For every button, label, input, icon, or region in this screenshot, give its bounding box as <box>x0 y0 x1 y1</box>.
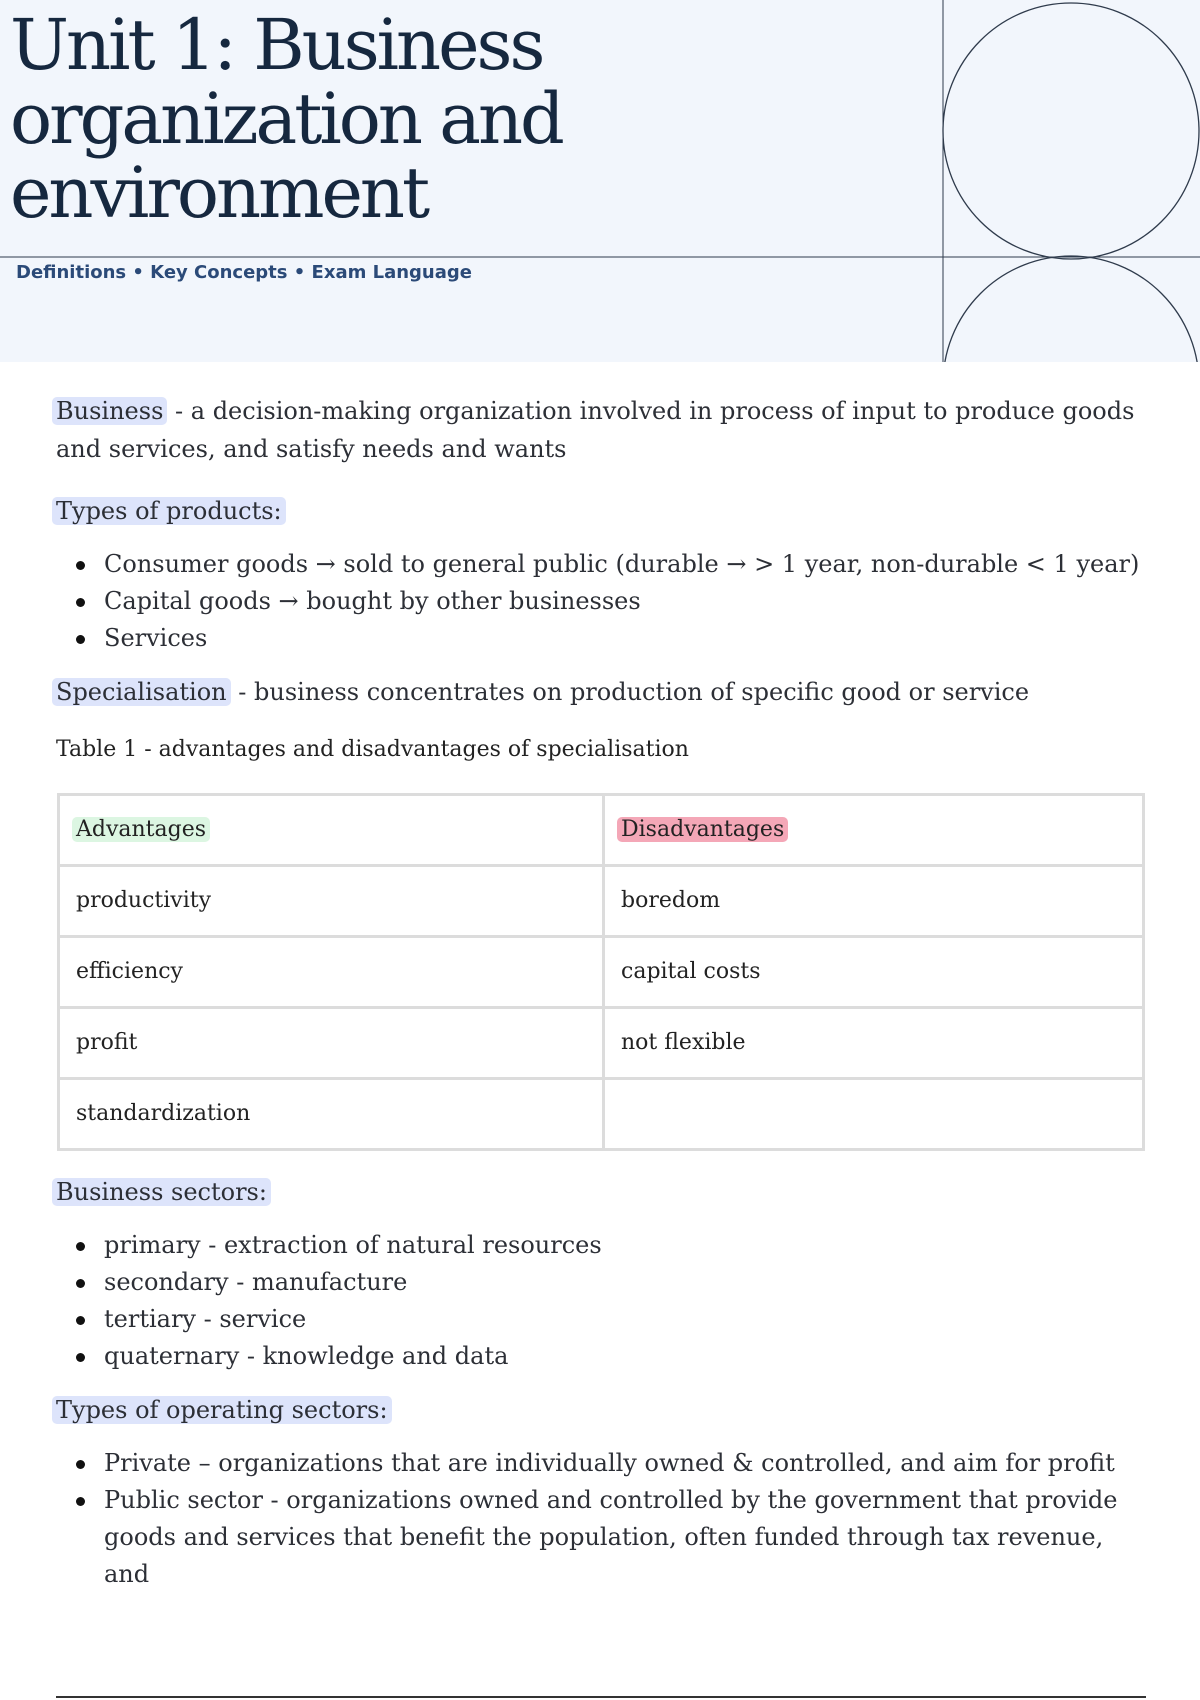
disadvantages-header: Disadvantages <box>617 817 788 842</box>
business-definition-text: - a decision-making organization involved in process of input to produce goods and services, and satisfy needs and wants <box>56 397 1135 463</box>
bottom-divider <box>56 1696 1146 1698</box>
business-definition <box>56 392 1146 468</box>
list-item: secondary - manufacture <box>104 1264 1146 1301</box>
page-header <box>0 0 1200 362</box>
table-cell: not flexible <box>604 1008 1144 1079</box>
advantages-header: Advantages <box>72 817 210 842</box>
list-item: primary - extraction of natural resources <box>104 1227 1146 1264</box>
list-item: Services <box>104 620 1146 657</box>
table-cell: capital costs <box>604 937 1144 1008</box>
table-header-row <box>59 795 1144 866</box>
page-title <box>10 4 910 234</box>
list-item: Consumer goods → sold to general public (durable → > 1 year, non-durable < 1 year) <box>104 546 1146 583</box>
specialisation-definition <box>56 673 1146 711</box>
title-line: Unit 1: Business <box>10 4 543 86</box>
table-cell: standardization <box>59 1079 604 1150</box>
title-line: organization and <box>10 78 562 160</box>
list-item: Capital goods → bought by other businesses <box>104 583 1146 620</box>
document-body <box>56 392 1146 1609</box>
sectors-heading: Business sectors: <box>56 1173 1146 1211</box>
list-item: Private – organizations that are individually owned & controlled, and aim for profit <box>104 1445 1146 1482</box>
page-subtitle: Definitions • Key Concepts • Exam Language <box>16 262 472 283</box>
table-cell: profit <box>59 1008 604 1079</box>
products-heading: Types of products: <box>56 492 1146 530</box>
term-specialisation: Specialisation <box>52 678 231 706</box>
table-row <box>59 1008 1144 1079</box>
list-item: Public sector - organizations owned and controlled by the government that provide goods and services that benefit the population, often funded through tax revenue, and <box>104 1482 1146 1593</box>
operating-sectors-heading: Types of operating sectors: <box>56 1391 1146 1429</box>
list-item: tertiary - service <box>104 1301 1146 1338</box>
term-business: Business <box>52 397 167 425</box>
list-item: quaternary - knowledge and data <box>104 1338 1146 1375</box>
table-row <box>59 937 1144 1008</box>
table-caption: Table 1 - advantages and disadvantages of specialisation <box>56 737 689 762</box>
table-row <box>59 866 1144 937</box>
products-list <box>56 546 1146 657</box>
table-cell: boredom <box>604 866 1144 937</box>
table-header-cell <box>59 795 604 866</box>
table-header-cell <box>604 795 1144 866</box>
table-cell <box>604 1079 1144 1150</box>
operating-sectors-list <box>56 1445 1146 1593</box>
table-row <box>59 1079 1144 1150</box>
title-line: environment <box>10 152 428 234</box>
table-cell: efficiency <box>59 937 604 1008</box>
specialisation-definition-text: - business concentrates on production of specific good or service <box>230 678 1030 706</box>
specialisation-table <box>57 793 1145 1151</box>
sectors-list <box>56 1227 1146 1375</box>
table-cell: productivity <box>59 866 604 937</box>
